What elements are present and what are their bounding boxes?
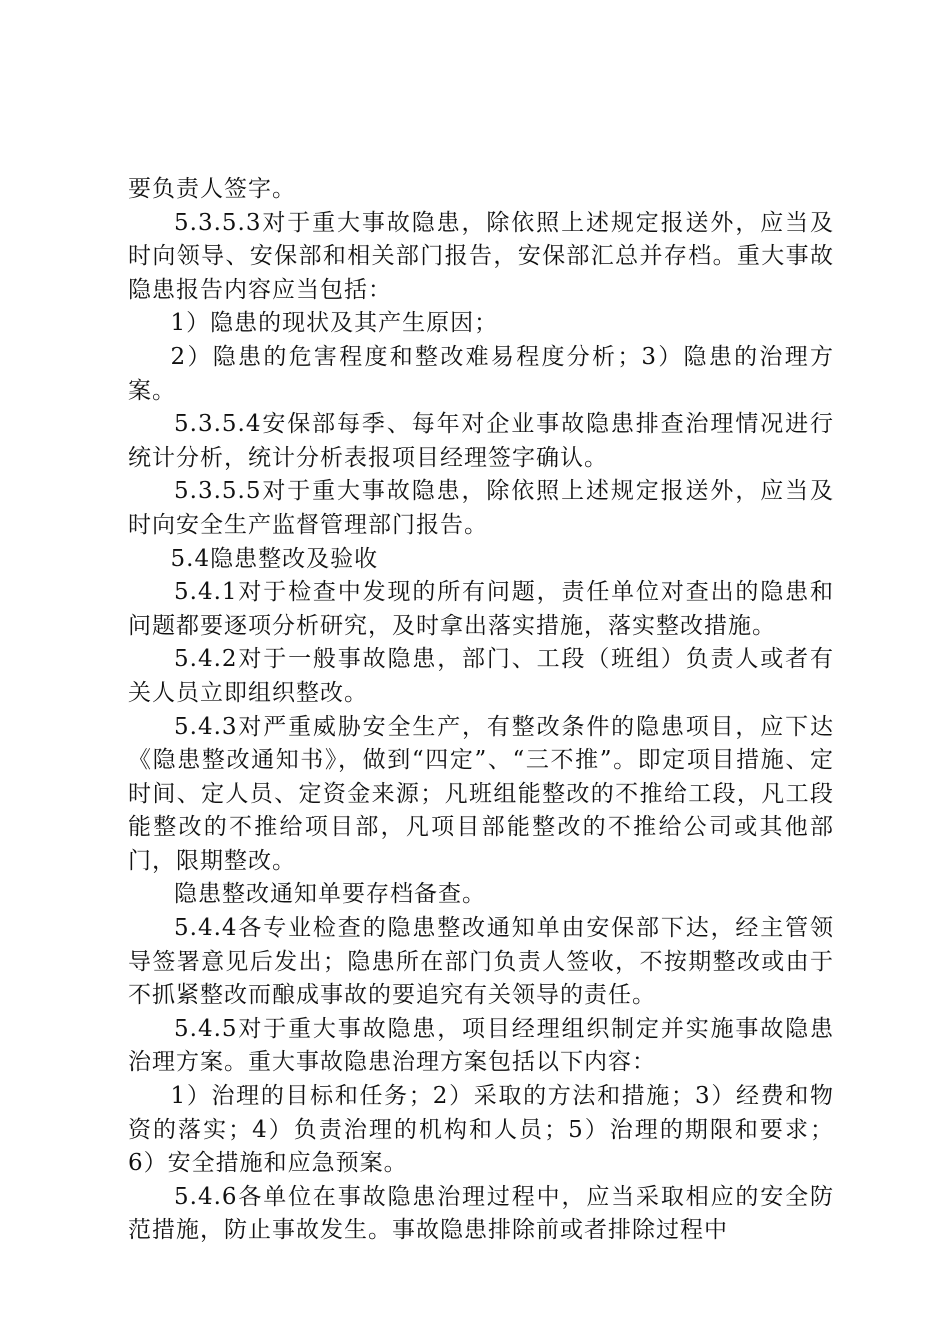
- list-item-hazard-status: 1）隐患的现状及其产生原因；: [170, 310, 499, 337]
- paragraph-5-4-3: 5.4.3对严重威胁安全生产，有整改条件的隐患项目，应下达《隐患整改通知书》，做到“四定”、“三不推”。即定项目措施、定时间、定人员、定资金来源；凡班组能整改的不推给工段，凡工段能整改的不推给项目部，凡项目部能整改的不推给公司或其他部门，限期整改。: [128, 713, 834, 874]
- paragraph-1: 要负责人签字。: [128, 176, 296, 202]
- paragraph-5-3-5-4: 5.3.5.4安保部每季、每年对企业事故隐患排查治理情况进行统计分析，统计分析表报项目经理签字确认。: [128, 411, 834, 471]
- section-heading-5-4: 5.4隐患整改及验收: [170, 545, 379, 572]
- paragraph-5-4-4: 5.4.4各专业检查的隐患整改通知单由安保部下达，经主管领导签署意见后发出；隐患所在部门负责人签收，不按期整改或由于不抓紧整改而酿成事故的要追究有关领导的责任。: [128, 915, 834, 1009]
- paragraph-5-3-5-5: 5.3.5.5对于重大事故隐患，除依照上述规定报送外，应当及时向安全生产监督管理部门报告。: [128, 478, 834, 538]
- paragraph-5-4-2: 5.4.2对于一般事故隐患，部门、工段（班组）负责人或者有关人员立即组织整改。: [128, 646, 834, 706]
- document-body: [128, 173, 834, 1248]
- paragraph-5-4-1: 5.4.1对于检查中发现的所有问题，责任单位对查出的隐患和问题都要逐项分析研究，及时拿出落实措施，落实整改措施。: [128, 579, 834, 639]
- paragraph-5-4-5: 5.4.5对于重大事故隐患，项目经理组织制定并实施事故隐患治理方案。重大事故隐患治理方案包括以下内容：: [128, 1015, 834, 1076]
- paragraph-5-4-6: 5.4.6各单位在事故隐患治理过程中，应当采取相应的安全防范措施，防止事故发生。事故隐患排除前或者排除过程中: [128, 1183, 834, 1244]
- paragraph-notice-archive: 隐患整改通知单要存档备查。: [174, 881, 486, 908]
- list-item-governance-plan: 1）治理的目标和任务；2）采取的方法和措施；3）经费和物资的落实；4）负责治理的机构和人员；5）治理的期限和要求；6）安全措施和应急预案。: [128, 1083, 834, 1177]
- list-item-hazard-analysis: 2）隐患的危害程度和整改难易程度分析；3）隐患的治理方案。: [128, 343, 834, 404]
- paragraph-5-3-5-3: 5.3.5.3对于重大事故隐患，除依照上述规定报送外，应当及时向领导、安保部和相关部门报告，安保部汇总并存档。重大事故隐患报告内容应当包括：: [128, 209, 834, 303]
